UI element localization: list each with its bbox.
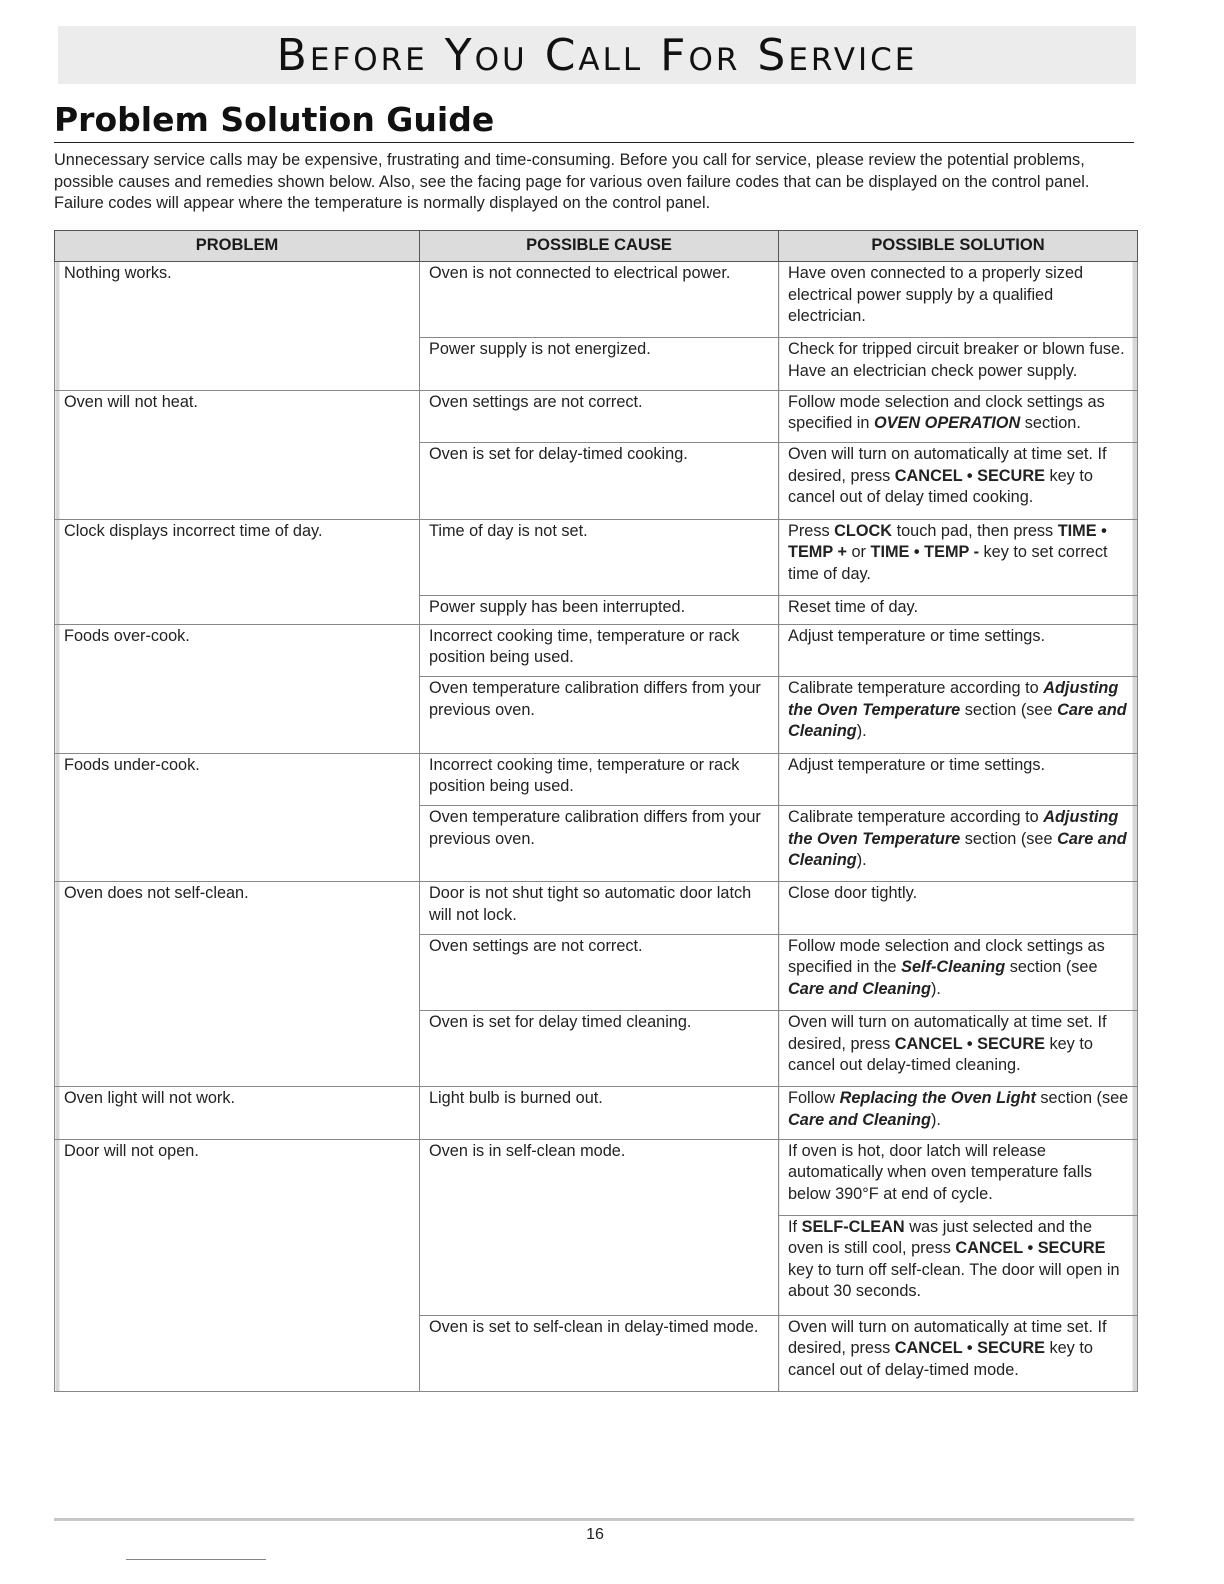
solution-text: Follow (788, 1089, 840, 1108)
cause-cell: Incorrect cooking time, temperature or rack position being used. (420, 753, 779, 806)
problem-cell: Oven does not self-clean. (55, 882, 420, 1087)
key-name: CANCEL • SECURE (894, 1339, 1045, 1358)
cause-cell: Oven is set for delay timed cleaning. (420, 1011, 779, 1087)
solution-text: Follow mode selection and clock settings as specified in (788, 392, 1105, 433)
solution-text: section (see (960, 700, 1058, 719)
solution-text: ). (930, 1110, 941, 1129)
cause-cell: Incorrect cooking time, temperature or rack position being used. (420, 624, 779, 677)
table-row (55, 624, 1138, 677)
cause-cell: Oven temperature calibration differs from your previous oven. (420, 806, 779, 882)
solution-text: Adjust temperature or time settings. (788, 755, 1045, 774)
link-underline (126, 1559, 266, 1560)
solution-text: Press (788, 521, 835, 540)
solution-text: Calibrate temperature according to (788, 679, 1044, 698)
solution-cell (779, 677, 1138, 753)
solution-cell (779, 882, 1138, 935)
solution-cell (779, 443, 1138, 519)
problem-cell: Nothing works. (55, 262, 420, 391)
problem-cell: Oven will not heat. (55, 390, 420, 519)
solution-text: or (846, 543, 871, 562)
solution-text: key to set correct time of day. (788, 543, 1108, 583)
key-name: CANCEL • SECURE (894, 466, 1045, 485)
table-row (55, 1087, 1138, 1140)
solution-cell (779, 1315, 1138, 1391)
solution-text: section (see (1035, 1089, 1129, 1108)
solution-cell (779, 519, 1138, 595)
section-reference: Replacing the Oven Light (839, 1089, 1036, 1108)
solution-cell (779, 1011, 1138, 1087)
column-header-problem: PROBLEM (55, 231, 420, 262)
key-name: SELF-CLEAN (801, 1217, 905, 1236)
section-reference: Self-Cleaning (901, 958, 1006, 977)
cause-cell: Oven is set to self-clean in delay-timed mode. (420, 1315, 779, 1391)
table-row (55, 519, 1138, 595)
cause-cell: Oven is in self-clean mode. (420, 1139, 779, 1315)
key-name: TIME • TEMP - (870, 543, 980, 562)
table-row (55, 882, 1138, 935)
solution-text: Oven will turn on automatically at time set. If desired, press (788, 1013, 1107, 1053)
solution-text: key to cancel out of delay-timed mode. (788, 1339, 1093, 1379)
section-reference: Care and Cleaning (788, 829, 1127, 870)
cause-cell: Oven temperature calibration differs from your previous oven. (420, 677, 779, 753)
solution-cell (779, 390, 1138, 443)
solution-text: Follow mode selection and clock settings as specified in the (788, 936, 1105, 977)
solution-text: Oven will turn on automatically at time set. If desired, press (788, 445, 1107, 485)
section-reference: OVEN OPERATION (873, 414, 1021, 433)
table-row (55, 1139, 1138, 1215)
section-reference: Care and Cleaning (788, 979, 931, 998)
solution-cell (779, 338, 1138, 391)
table-header-row (55, 231, 1138, 262)
solution-text: was just selected and the oven is still cool, press (788, 1217, 1093, 1258)
solution-text: If (788, 1217, 802, 1236)
cause-cell: Oven is set for delay-timed cooking. (420, 443, 779, 519)
solution-cell (779, 1087, 1138, 1140)
banner-title: Before You Call For Service (276, 29, 918, 81)
key-name: CANCEL • SECURE (894, 1034, 1045, 1053)
problem-cell: Foods over-cook. (55, 624, 420, 753)
solution-text: Adjust temperature or time settings. (788, 626, 1045, 645)
cause-cell: Oven settings are not correct. (420, 390, 779, 443)
problem-cell: Foods under-cook. (55, 753, 420, 882)
solution-text: If oven is hot, door latch will release automatically when oven temperature falls below 390°F at end of cycle. (788, 1141, 1093, 1203)
section-reference: Adjusting the Oven Temperature (788, 808, 1119, 848)
page-number: 16 (586, 1526, 604, 1543)
key-name: CLOCK (834, 521, 893, 540)
solution-text: key to cancel out delay-timed cleaning. (788, 1034, 1093, 1075)
title-banner (58, 26, 1136, 84)
intro-paragraph: Unnecessary service calls may be expensive, frustrating and time-consuming. Before you call for service, please review the potential problems, possible causes and remedies shown below. Also, see the facing page for various oven failure codes that can be displayed on the control panel. Failure codes will appear where the temperature is normally displayed on the control panel. (54, 151, 1090, 212)
key-name: TIME • TEMP + (788, 521, 1107, 562)
solution-text: Oven will turn on automatically at time set. If desired, press (788, 1317, 1107, 1358)
solution-text: touch pad, then press (892, 521, 1058, 540)
solution-cell (779, 934, 1138, 1010)
solution-cell (779, 1215, 1138, 1315)
solution-cell (779, 595, 1138, 624)
solution-text: ). (930, 979, 941, 998)
column-header-cause: POSSIBLE CAUSE (420, 231, 779, 262)
solution-text: section. (1020, 414, 1081, 433)
problem-cell: Oven light will not work. (55, 1087, 420, 1140)
solution-text: ). (856, 851, 867, 870)
problem-cell: Clock displays incorrect time of day. (55, 519, 420, 624)
cause-cell: Oven is not connected to electrical power. (420, 262, 779, 338)
solution-text: section (see (1005, 958, 1098, 977)
solution-cell (779, 624, 1138, 677)
problem-cell: Door will not open. (55, 1139, 420, 1391)
footer-divider (54, 1518, 1134, 1521)
problem-solution-table (54, 230, 1138, 1392)
solution-text: Check for tripped circuit breaker or blown fuse. Have an electrician check power supply. (788, 340, 1125, 380)
section-title: Problem Solution Guide (54, 100, 1134, 143)
key-name: CANCEL • SECURE (955, 1239, 1106, 1258)
solution-text: Have oven connected to a properly sized electrical power supply by a qualified electrician. (788, 264, 1084, 325)
solution-text: Reset time of day. (788, 597, 919, 616)
solution-cell (779, 806, 1138, 882)
solution-text: key to turn off self-clean. The door will open in about 30 seconds. (788, 1260, 1120, 1301)
solution-cell (779, 262, 1138, 338)
solution-text: section (see (960, 829, 1058, 848)
cause-cell: Power supply is not energized. (420, 338, 779, 391)
solution-cell (779, 1139, 1138, 1215)
section-reference: Care and Cleaning (788, 700, 1127, 741)
cause-cell: Oven settings are not correct. (420, 934, 779, 1010)
solution-cell (779, 753, 1138, 806)
table-row (55, 390, 1138, 443)
table-row (55, 753, 1138, 806)
section-reference: Care and Cleaning (788, 1110, 931, 1129)
solution-text: key to cancel out of delay timed cooking. (788, 466, 1093, 507)
section-reference: Adjusting the Oven Temperature (788, 679, 1119, 719)
cause-cell: Time of day is not set. (420, 519, 779, 595)
cause-cell: Power supply has been interrupted. (420, 595, 779, 624)
cause-cell: Light bulb is burned out. (420, 1087, 779, 1140)
solution-text: ). (856, 722, 867, 741)
table-row (55, 262, 1138, 338)
solution-text: Close door tightly. (788, 884, 918, 903)
cause-cell: Door is not shut tight so automatic door latch will not lock. (420, 882, 779, 935)
solution-text: Calibrate temperature according to (788, 808, 1044, 827)
column-header-solution: POSSIBLE SOLUTION (779, 231, 1138, 262)
